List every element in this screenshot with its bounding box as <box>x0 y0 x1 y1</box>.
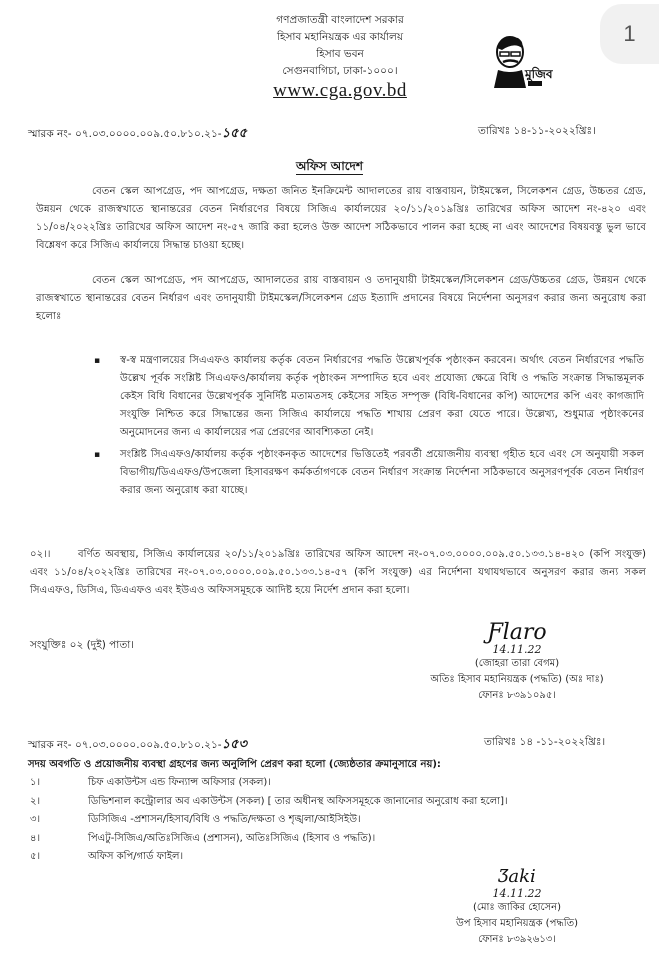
signature-date: 14.11.22 <box>492 643 542 656</box>
paragraph-1: বেতন স্কেল আপগ্রেড, পদ আপগ্রেড, দক্ষতা জনিত ইনক্রিমেন্ট আদালতের রায় বাস্তবায়ন, টাইমস্কেল, সিলেকশন গ্রেড, উচ্চতর গ্রেড, উন্নয়ন থেকে রাজস্বখাতে স্থানান্তরের বেতন নির্ধারণের বিষয়ে সিজিএ কার্যালয়ের ২০/১১/২০১৯খ্রিঃ তারিখের অফিস আদেশ নং-৪২০ এবং ১১/০৪/২০২২খ্রিঃ তারিখের অফিস আদেশ নং-৫৭ জারি করা হলেও উক্ত আদেশ সঠিকভাবে পালন করা হচ্ছে না এবং আদেশের বিষয়বস্তু ভুল ভাবে বিশ্লেষণ করে সিজিএ কার্যালয়ে সিদ্ধান্ত চাওয়া হচ্ছে। <box>36 186 646 251</box>
cc-item: ৩। ডিসিজিএ -প্রশাসন/হিসাব/বিধি ও পদ্ধতি/দক্ষতা ও শৃঙ্খলা/আইসিইউ। <box>30 814 361 825</box>
paragraph-2: বেতন স্কেল আপগ্রেড, পদ আপগ্রেড, আদালতের রায় বাস্তবায়ন ও তদানুযায়ী টাইমস্কেল/সিলেকশন গ্রেড/উচ্চতর গ্রেড, উন্নয়ন থেকে রাজস্বখাতে স্থানান্তরের বেতন নির্ধারণ এবং তদানুযায়ী টাইমস্কেল/সিলেকশন গ্রেড ইত্যাদি প্রদানের বিষয়ে নির্দেশনা অনুসরণ করার জন্য অনুরোধ করা হলোঃ <box>36 275 646 322</box>
mujib-year-logo-icon <box>488 30 558 90</box>
attachment-note: সংযুক্তিঃ ০২ (দুই) পাতা। <box>30 639 134 651</box>
section-number: ০২।। <box>30 549 51 560</box>
signatory-phone: ফোনঃ ৮৩৯১০৯৫। <box>478 690 556 701</box>
letterhead-line: হিসাব মহানিয়ন্ত্রক এর কার্যালয় <box>276 31 404 43</box>
signatory-block-2 <box>392 866 642 948</box>
cc-item: ১। চিফ একাউন্টস এন্ড ফিন্যান্স অফিসার (সকল)। <box>30 777 271 788</box>
website-link[interactable]: www.cga.gov.bd <box>273 80 407 101</box>
letterhead-line: হিসাব ভবন <box>316 48 364 60</box>
date-value: ১৪ -১১-২০২২খ্রিঃ। <box>519 736 606 748</box>
document-title: অফিস আদেশ <box>296 159 363 173</box>
section-text: বর্ণিত অবস্থায়, সিজিএ কার্যালয়ের ২০/১১/২০১৯খ্রিঃ তারিখের অফিস আদেশ নং-০৭.০৩.০০০০.০০৯.৫০.১৩৩.১৪-৪২০ (কপি সংযুক্ত) এবং ১১/০৪/২০২২খ্রিঃ তারিখের নং-০৭.০৩.০০০০.০০৯.৫০.১৩৩.১৪-৫৭ (কপি সংযুক্ত) এর নির্দেশনা যথাযথভাবে অনুসরণ করার জন্য সকল সিএএফও, ডিসিএ, ডিএএফও এবং ইউএও অফিসসমূহকে আদিষ্ট হয়ে নির্দেশ প্রদান করা হলো। <box>30 549 646 596</box>
page-number-badge: 1 <box>600 4 659 64</box>
signatory-phone: ফোনঃ ৮৩৯২৬১৩। <box>478 934 556 945</box>
cc-title: সদয় অবগতি ও প্রয়োজনীয় ব্যবস্থা গ্রহণের জন্য অনুলিপি প্রেরণ করা হলো (জ্যেষ্ঠতার ক্রমানুসারে নয়): <box>28 759 441 770</box>
letterhead-line: সেগুনবাগিচা, ঢাকা-১০০০। <box>282 65 398 77</box>
signatory-designation: অতিঃ হিসাব মহানিয়ন্ত্রক (পদ্ধতি) (অঃ দাঃ) <box>430 674 604 685</box>
letterhead-line: গণপ্রজাতন্ত্রী বাংলাদেশ সরকার <box>276 14 404 26</box>
memo-number-value: ০৭.০৩.০০০০.০০৯.৫০.৮১০.২১- <box>74 128 222 140</box>
date-value: ১৪-১১-২০২২খ্রিঃ। <box>513 125 596 137</box>
signatory-name: (মোঃ জাকির হোসেন) <box>472 902 561 913</box>
signature: Ƒlaro <box>487 620 547 645</box>
cc-item: ২। ডিভিশনাল কন্ট্রোলার অব একাউন্টস (সকল) [ তার অধীনস্থ অফিসসমূহকে জানানোর অনুরোধ করা হলো]। <box>30 795 508 807</box>
memo-number <box>28 124 247 145</box>
cc-list <box>30 774 650 867</box>
cc-item: ৫। অফিস কপি/গার্ড ফাইল। <box>30 851 184 862</box>
cc-item: ৪। পিএটু-সিজিএ/অতিঃসিজিএ (প্রশাসন), অতিঃসিজিএ (হিসাব ও পদ্ধতি)। <box>30 832 376 844</box>
memo-label: স্মারক নং- <box>28 128 72 140</box>
memo-label: স্মারক নং- <box>28 739 72 751</box>
signatory-name: (জোহরা তারা বেগম) <box>474 658 560 669</box>
logo-text: মুজিব <box>525 67 553 81</box>
memo-number-2 <box>28 735 247 756</box>
signature: Ʒaki <box>498 866 536 887</box>
memo-date <box>478 124 596 141</box>
instruction-item: ▪ স্ব-স্ব মন্ত্রণালয়ের সিএএফও কার্যালয় কর্তৃক বেতন নির্ধারণের পদ্ধতি উল্লেখপূর্বক পৃষ্ঠাংকন করবেন। অর্থাৎ বেতন নির্ধারণের পদ্ধতি উল্লেখ পূর্বক সংশ্লিষ্ট সিএএফও/কার্যালয় কর্তৃক পৃষ্ঠাংকন সম্পাদিত হবে এবং প্রযোজ্য ক্ষেত্রে বিধি ও পদ্ধতি সংক্রান্ত সিদ্ধান্তমূলক কেইস বিধি বিধানের উল্লেখপূর্বক সুনির্দিষ্ট মতামতসহ কেইসের সহিত সম্পৃক্ত (বিধি-বিধানের কপি) আদেশের কপি এবং কাগজাদি সংযুক্তি নিশ্চিত করে সিদ্ধান্তের জন্য সিজিএ কার্যালয়ে পদ্ধতি শাখায় প্রেরণ করা যেতে পারে। উল্লেখ্য, শুধুমাত্র পৃষ্ঠাংকনের অনুমোদনের জন্য এ কার্যালয়ের পত্র প্রেরণের আবশ্যিকতা নেই। <box>92 352 644 442</box>
memo-handwritten-suffix: ১৫৫ <box>221 126 247 141</box>
letterhead <box>200 12 480 99</box>
instruction-item: ▪ সংশ্লিষ্ট সিএএফও/কার্যালয় কর্তৃক পৃষ্ঠাংকনকৃত আদেশের ভিত্তিতেই পরবর্তী প্রয়োজনীয় ব্যবস্থা গৃহীত হবে এবং সে অনুযায়ী সকল বিভাগীয়/ডিএএফও/উপজেলা হিসাবরক্ষণ কর্মকর্তাগণকে বেতন নির্ধারণ সংক্রান্ত নির্দেশনা সঠিকভাবে অনুসরণপূর্বক বেতন নির্ধারণ করার জন্য অনুরোধ করা যাচ্ছে। <box>92 446 644 500</box>
memo-handwritten-suffix: ১৫৩ <box>221 737 247 752</box>
signature-date: 14.11.22 <box>492 887 542 900</box>
section-2 <box>30 546 646 600</box>
date-label: তারিখঃ <box>478 125 511 137</box>
instruction-list <box>92 352 644 500</box>
signatory-block-1 <box>392 622 642 704</box>
memo-number-value: ০৭.০৩.০০০০.০০৯.৫০.৮১০.২১- <box>74 739 222 751</box>
memo-date-2 <box>484 735 605 752</box>
date-label: তারিখঃ <box>484 736 517 748</box>
signatory-designation: উপ হিসাব মহানিয়ন্ত্রক (পদ্ধতি) <box>456 918 578 929</box>
